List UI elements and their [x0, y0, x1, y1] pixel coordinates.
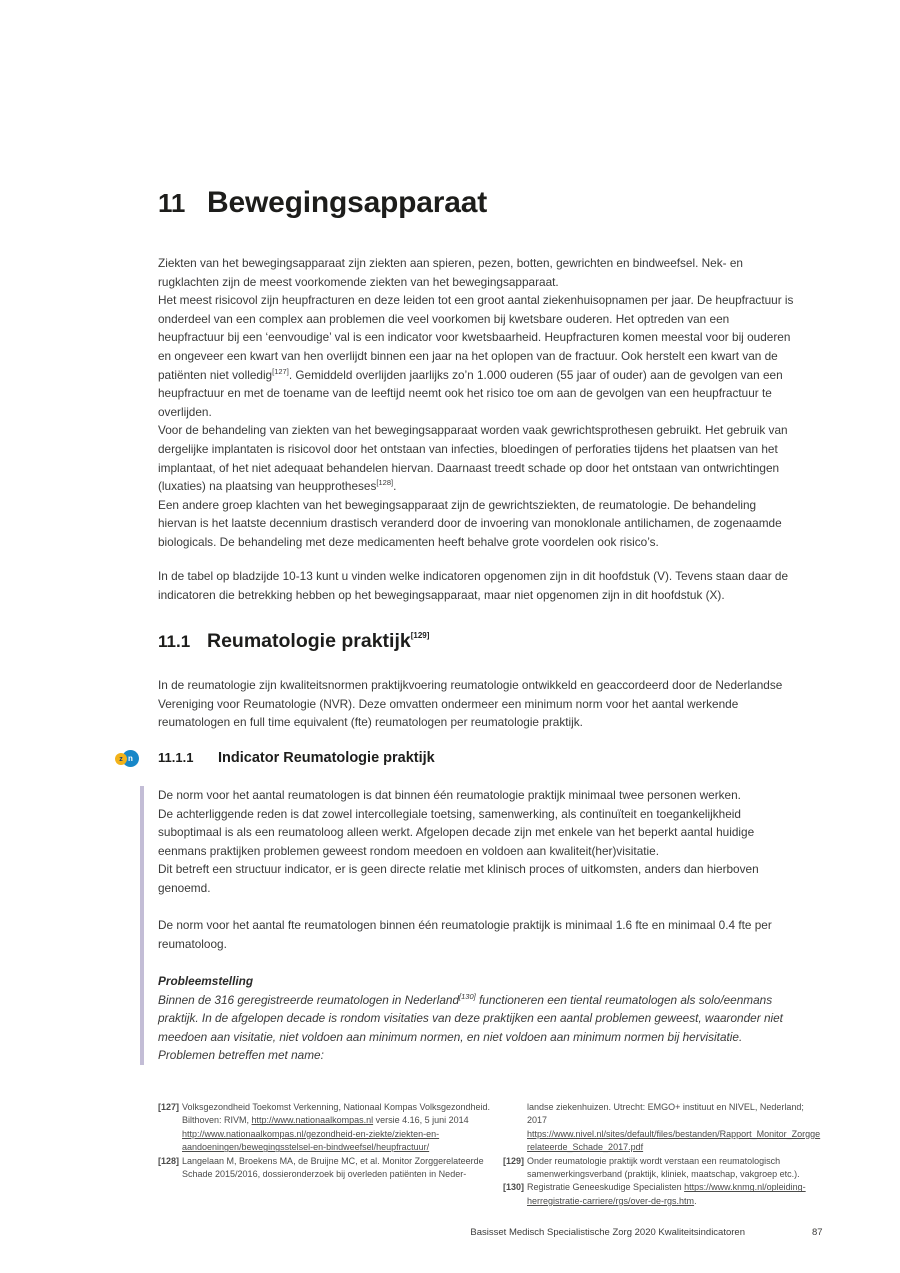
- text-segment: Voor de behandeling van ziekten van het bewegingsapparaat worden vaak gewrichtsprothesen gebruikt. Het gebruik van dergelijke implantaten is risicovol door het ontstaan van infecties, bloedingen of perforaties tijdens het plaatsen van het implantaat, of het niet adequaat behandelen hiervan. Daarnaast treedt schade op door het ontstaan van ontwrichtingen (luxaties) na plaatsing van heupprotheses: [158, 423, 788, 494]
- chapter-title: Bewegingsapparaat: [207, 186, 488, 219]
- paragraph: [158, 291, 795, 421]
- footnote-129: [503, 1155, 823, 1182]
- text-segment: Binnen de 316 geregistreerde reumatologen in Nederland: [158, 992, 460, 1007]
- section-number: 11.1: [158, 632, 191, 651]
- footnote-ref-129: [129]: [410, 631, 430, 640]
- text-segment: Volksgezondheid Toekomst Verkenning, Nationaal Kompas Volksgezondheid. Bilthoven: RIVM,: [182, 1102, 491, 1126]
- footnotes-column-left: [158, 1101, 503, 1181]
- footnote-127: [158, 1101, 503, 1155]
- paragraph: In de tabel op bladzijde 10-13 kunt u vinden welke indicatoren opgenomen zijn in dit hoofdstuk (V). Tevens staan daar de indicatoren die betrekking hebben op het bewegingsapparaat, maar niet opgenomen zijn in dit hoofdstuk (X).: [158, 569, 789, 602]
- section-heading: [158, 630, 429, 653]
- text-segment: .: [393, 479, 397, 494]
- footnote-ref-127: [127]: [272, 366, 289, 376]
- problem-heading: Probleemstelling: [158, 973, 254, 988]
- indicator-block: [140, 786, 795, 1065]
- chapter-intro: [158, 254, 795, 552]
- footnote-marker: [130]: [503, 1182, 525, 1193]
- footnote-ref-130: [130]: [459, 991, 476, 1001]
- paragraph: De achterliggende reden is dat zowel intercollegiale toetsing, samenwerking, als continuïteit en toegankelijkheid suboptimaal is als een reumatoloog alleen werkt. Afgelopen decade zijn met enkele van het beperkt aantal huidige eenmans praktijken problemen geweest rondom meedoen en voldoen aan kwaliteit(her)visitatie.: [158, 806, 755, 858]
- footnote-link[interactable]: http://www.nationaalkompas.nl: [251, 1115, 374, 1126]
- paragraph: De norm voor het aantal reumatologen is dat binnen één reumatologie praktijk minimaal twee personen werken.: [158, 788, 741, 802]
- chapter-heading: [158, 186, 487, 220]
- footnote-128: [158, 1155, 503, 1182]
- problem-paragraph: [158, 991, 795, 1065]
- paragraph: De norm voor het aantal fte reumatologen binnen één reumatologie praktijk is minimaal 1.6 fte en minimaal 0.4 fte per reumatoloog.: [158, 918, 772, 951]
- section-intro: [158, 676, 795, 732]
- footnote-marker: [127]: [158, 1102, 180, 1112]
- footnote-link[interactable]: https://www.knmg.nl/opleiding-herregistratie-carriere/rgs/over-de-rgs.htm: [527, 1182, 806, 1206]
- text-segment: functioneren een tiental reumatologen als solo/eenmans praktijk. In de afgelopen decade is rondom visitaties van deze praktijken een aantal problemen geweest, waaronder niet meedoen aan visitatie, niet voldoen aan minimum normen, en niet voldoen aan minimum normen bij hervisitatie. Problemen betreffen met name:: [158, 992, 783, 1063]
- table-reference-note: [158, 567, 795, 604]
- zn-logo-yellow-circle: z: [115, 753, 127, 765]
- text-segment: . Gemiddeld overlijden jaarlijks zo’n 1.000 ouderen (55 jaar of ouder) aan de gevolgen van een heupfractuur en met de toename van de leeftijd neemt ook het risico toe om aan de gevolgen van een heupfractuur te overlijden.: [158, 367, 783, 419]
- footnote-130: [503, 1181, 823, 1208]
- subsection-heading: [119, 750, 435, 766]
- text-segment: versie 4.16, 5 juni 2014: [373, 1115, 469, 1126]
- text-segment: Registratie Geneeskudige Specialisten: [527, 1182, 685, 1193]
- zn-logo-blue-circle: n: [122, 750, 139, 767]
- page-number: 87: [812, 1227, 823, 1238]
- paragraph: In de reumatologie zijn kwaliteitsnormen praktijkvoering reumatologie ontwikkeld en geaccordeerd door de Nederlandse Vereniging voor Reumatologie (NVR). Deze omvatten ondermeer een minimum norm voor het aantal werkende reumatologen en full time equivalent (fte) reumatologen per reumatologie praktijk.: [158, 678, 783, 730]
- zn-logo-icon: [115, 748, 139, 770]
- text-segment: Onder reumatologie praktijk wordt verstaan een reumatologisch samenwerkingsverband (praktijk, kliniek, maatschap, vakgroep etc.).: [527, 1155, 800, 1180]
- spacer: [158, 898, 795, 917]
- section-title: Reumatologie praktijk: [207, 630, 411, 652]
- paragraph: Een andere groep klachten van het bewegingsapparaat zijn de gewrichtsziekten, de reumatologie. De behandeling hiervan is het laatste decennium drastisch veranderd door de invoering van monoklonale antilichamen, de zogenaamde biologicals. De behandeling met deze medicamenten heeft behalve grote voordelen ook risico’s.: [158, 497, 782, 549]
- footnote-ref-128: [128]: [376, 478, 394, 488]
- footnote-marker: [129]: [503, 1155, 525, 1166]
- footer-title: Basisset Medisch Specialistische Zorg 2020 Kwaliteitsindicatoren: [470, 1227, 745, 1238]
- footnotes-column-right: [503, 1101, 823, 1208]
- footnote-128-continued: [503, 1101, 823, 1155]
- subsection-number: 11.1.1: [158, 750, 194, 765]
- chapter-number: 11: [158, 188, 186, 218]
- text-segment: landse ziekenhuizen. Utrecht: EMGO+ instituut en NIVEL, Nederland; 2017: [527, 1102, 804, 1126]
- paragraph: Dit betreft een structuur indicator, er is geen directe relatie met klinisch proces of uitkomsten, anders dan hierboven genoemd.: [158, 862, 759, 895]
- spacer: [158, 953, 795, 972]
- footnote-link[interactable]: http://www.nationaalkompas.nl/gezondheid-en-ziekte/ziekten-en-aandoeningen/bewegingsstelsel-en-bindweefsel/heupfractuur/: [182, 1128, 440, 1153]
- subsection-title: Indicator Reumatologie praktijk: [218, 750, 435, 766]
- text-segment: Het meest risicovol zijn heupfracturen en deze leiden tot een groot aantal ziekenhuisopnamen per jaar. De heupfractuur is onderdeel van een complex aan problemen die veel voorkomen bij kwetsbare ouderen. Het optreden van een heupfractuur bij een ‘eenvoudige’ val is een indicator voor kwetsbaarheid. Heupfracturen komen meestal voor bij ouderen en ongeveer een kwart van hen overlijdt binnen een jaar na het oplopen van de fractuur. Ook herstelt een kwart van de patiënten niet volledig: [158, 293, 794, 382]
- footnote-marker: [128]: [158, 1155, 180, 1166]
- paragraph: [158, 421, 795, 495]
- paragraph: Ziekten van het bewegingsapparaat zijn ziekten aan spieren, pezen, botten, gewrichten en bindweefsel. Nek- en rugklachten zijn de meest voorkomende ziekten van het bewegingsapparaat.: [158, 256, 743, 289]
- footnote-link[interactable]: https://www.nivel.nl/sites/default/files/bestanden/Rapport_Monitor_Zorggerelateerde_Schade_2017.pdf: [527, 1128, 821, 1153]
- text-segment: .: [694, 1195, 697, 1206]
- text-segment: Langelaan M, Broekens MA, de Bruijne MC, et al. Monitor Zorggerelateerde Schade 2015/2016, dossieronderzoek bij overleden patiënten in Neder-: [182, 1155, 484, 1180]
